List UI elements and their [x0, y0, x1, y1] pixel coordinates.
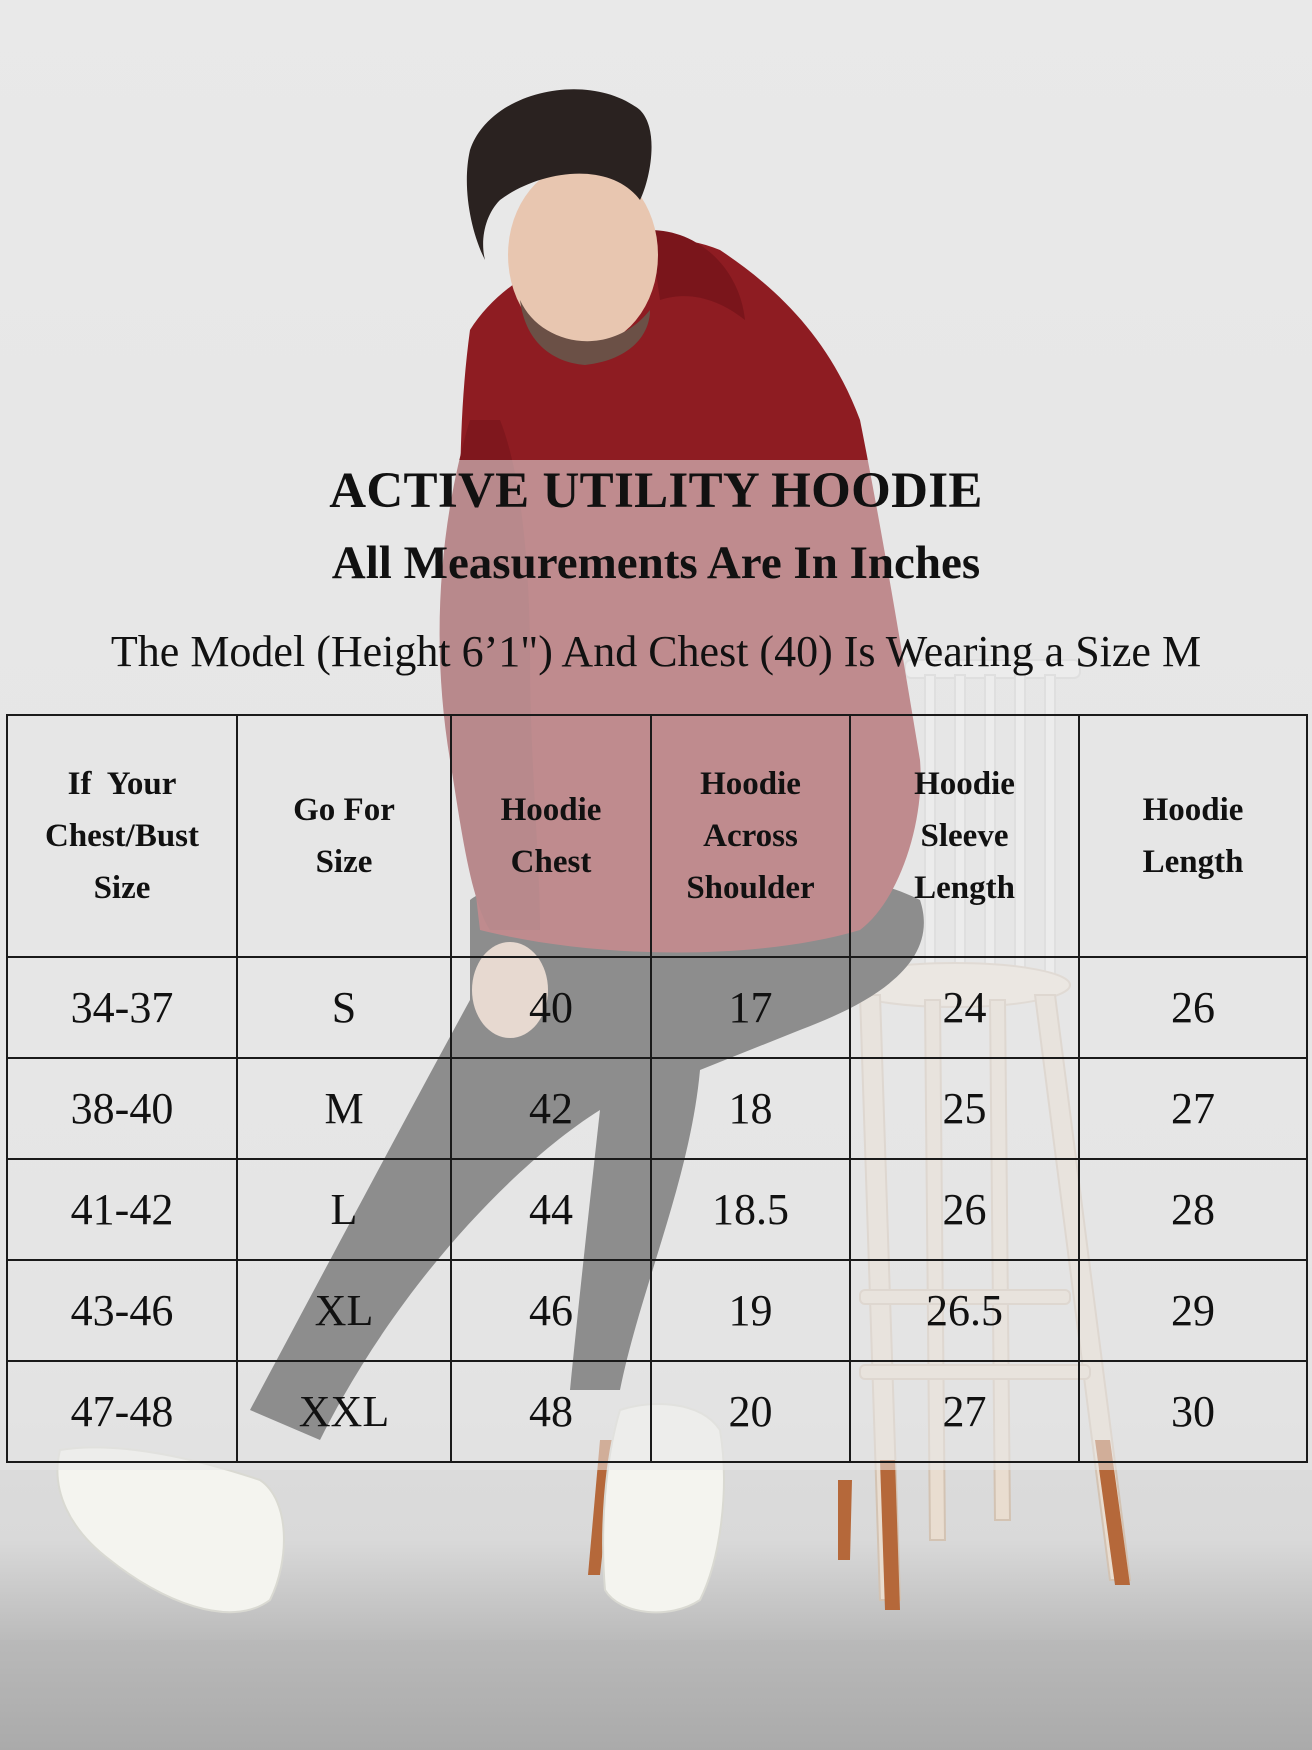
- cell-hoodie-length: 30: [1079, 1361, 1307, 1462]
- size-chart-table: [6, 714, 1308, 1463]
- cell-chest-bust-range: 43-46: [7, 1260, 237, 1361]
- cell-size: M: [237, 1058, 451, 1159]
- cell-size: XL: [237, 1260, 451, 1361]
- model-size-note: The Model (Height 6’1") And Chest (40) Is Wearing a Size M: [110, 627, 1202, 676]
- cell-hoodie-chest: 42: [451, 1058, 651, 1159]
- table-row: [7, 1361, 1307, 1462]
- cell-across-shoulder: 17: [651, 957, 850, 1058]
- header-go-for-size: Go For Size: [237, 715, 451, 957]
- cell-hoodie-chest: 48: [451, 1361, 651, 1462]
- cell-sleeve-length: 27: [850, 1361, 1079, 1462]
- cell-hoodie-chest: 46: [451, 1260, 651, 1361]
- cell-sleeve-length: 26: [850, 1159, 1079, 1260]
- header-hoodie-sleeve-length: Hoodie Sleeve Length: [850, 715, 1079, 957]
- cell-hoodie-length: 29: [1079, 1260, 1307, 1361]
- product-title: ACTIVE UTILITY HOODIE: [329, 463, 983, 519]
- cell-chest-bust-range: 38-40: [7, 1058, 237, 1159]
- cell-hoodie-chest: 44: [451, 1159, 651, 1260]
- cell-hoodie-length: 26: [1079, 957, 1307, 1058]
- cell-size: S: [237, 957, 451, 1058]
- cell-across-shoulder: 18.5: [651, 1159, 850, 1260]
- table-row: [7, 1058, 1307, 1159]
- cell-size: L: [237, 1159, 451, 1260]
- cell-chest-bust-range: 41-42: [7, 1159, 237, 1260]
- cell-chest-bust-range: 47-48: [7, 1361, 237, 1462]
- cell-hoodie-chest: 40: [451, 957, 651, 1058]
- cell-sleeve-length: 24: [850, 957, 1079, 1058]
- header-hoodie-chest: Hoodie Chest: [451, 715, 651, 957]
- measurement-unit-note: All Measurements Are In Inches: [331, 537, 981, 589]
- cell-hoodie-length: 27: [1079, 1058, 1307, 1159]
- header-hoodie-length: Hoodie Length: [1079, 715, 1307, 957]
- table-row: [7, 1159, 1307, 1260]
- cell-sleeve-length: 26.5: [850, 1260, 1079, 1361]
- header-hoodie-across-shoulder: Hoodie Across Shoulder: [651, 715, 850, 957]
- cell-across-shoulder: 20: [651, 1361, 850, 1462]
- table-row: [7, 957, 1307, 1058]
- cell-across-shoulder: 19: [651, 1260, 850, 1361]
- header-chest-bust-size: If Your Chest/Bust Size: [7, 715, 237, 957]
- cell-across-shoulder: 18: [651, 1058, 850, 1159]
- cell-hoodie-length: 28: [1079, 1159, 1307, 1260]
- cell-sleeve-length: 25: [850, 1058, 1079, 1159]
- cell-size: XXL: [237, 1361, 451, 1462]
- table-row: [7, 1260, 1307, 1361]
- cell-chest-bust-range: 34-37: [7, 957, 237, 1058]
- table-header-row: [7, 715, 1307, 957]
